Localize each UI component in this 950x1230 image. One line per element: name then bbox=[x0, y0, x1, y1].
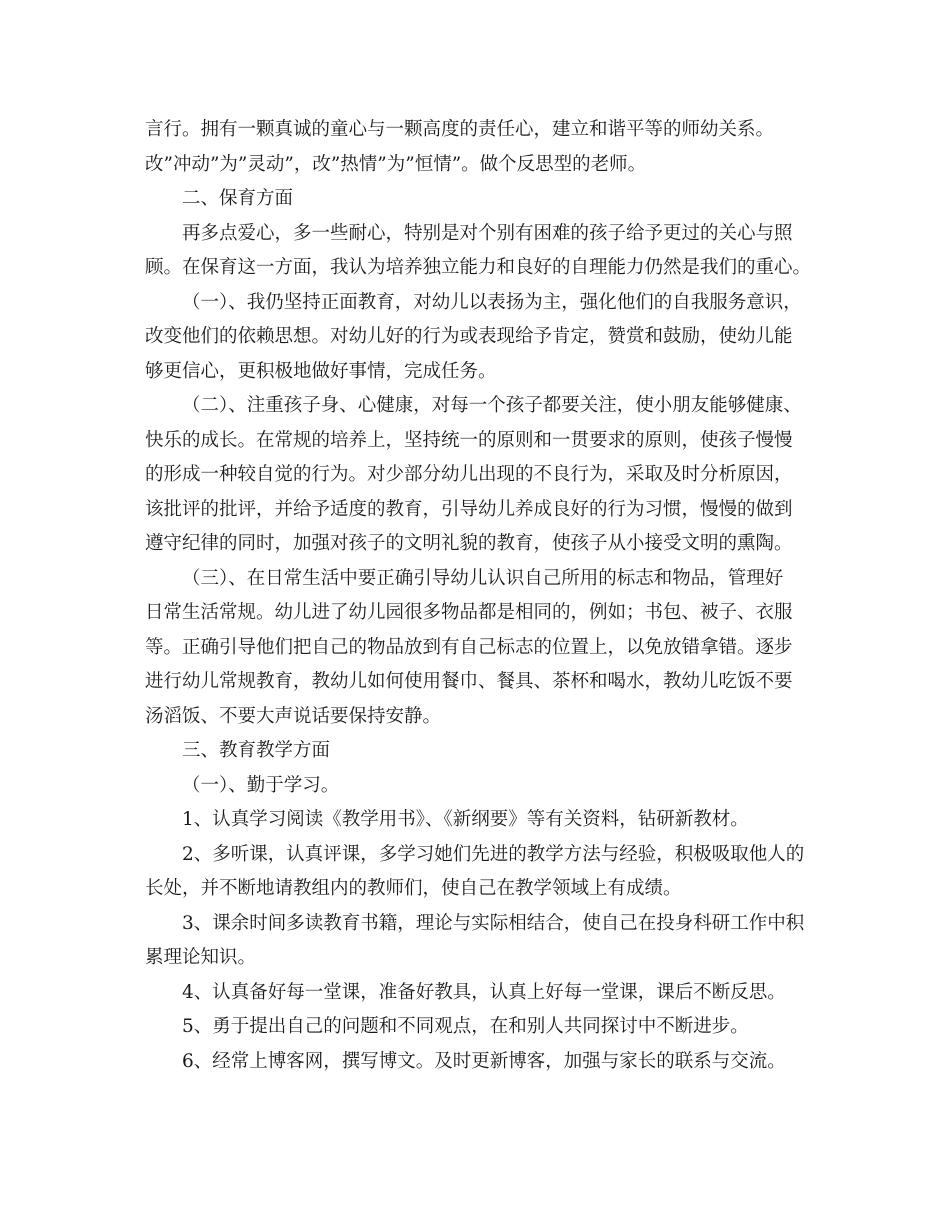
text-line: 遵守纪律的同时，加强对孩子的文明礼貌的教育，使孩子从小接受文明的熏陶。 bbox=[145, 533, 793, 554]
section-heading: 二、保育方面 bbox=[182, 188, 294, 209]
text-line: 汤滔饭、不要大声说话要保持安静。 bbox=[145, 705, 442, 727]
text-line: 再多点爱心，多一些耐心，特别是对个别有困难的孩子给予更过的关心与照 bbox=[182, 222, 793, 244]
text-line: 的形成一种较自觉的行为。对少部分幼儿出现的不良行为，采取及时分析原因， bbox=[145, 464, 793, 485]
text-line: 进行幼儿常规教育，教幼儿如何使用餐巾、餐具、茶杯和喝水，教幼儿吃饭不要 bbox=[145, 671, 793, 692]
text-line: （三）、在日常生活中要正确引导幼儿认识自己所用的标志和物品，管理好 bbox=[182, 567, 784, 589]
text-line: 够更信心，更积极地做好事情，完成任务。 bbox=[145, 360, 497, 382]
list-item: 5、勇于提出自己的问题和不同观点，在和别人共同探讨中不断进步。 bbox=[182, 1016, 749, 1037]
text-line: 该批评的批评，并给予适度的教育，引导幼儿养成良好的行为习惯，慢慢的做到 bbox=[145, 498, 793, 520]
list-item: 3、课余时间多读教育书籍，理论与实际相结合，使自己在投身科研工作中积 bbox=[182, 912, 805, 934]
text-line: 言行。拥有一颗真诚的童心与一颗高度的责任心，建立和谐平等的师幼关系。 bbox=[145, 119, 775, 140]
subsection-heading: （一）、勤于学习。 bbox=[182, 774, 340, 796]
list-item: 2、多听课，认真评课，多学习她们先进的教学方法与经验，积极吸取他人的 bbox=[182, 843, 805, 865]
text-line: 日常生活常规。幼儿进了幼儿园很多物品都是相同的，例如；书包、被子、衣服 bbox=[145, 602, 793, 623]
section-heading: 三、教育教学方面 bbox=[182, 740, 331, 761]
text-line: 改变他们的依赖思想。对幼儿好的行为或表现给予肯定，赞赏和鼓励，使幼儿能 bbox=[145, 326, 793, 347]
text-line: 快乐的成长。在常规的培养上，坚持统一的原则和一贯要求的原则，使孩子慢慢 bbox=[145, 429, 793, 451]
list-item: 6、经常上博客网，撰写博文。及时更新博客，加强与家长的联系与交流。 bbox=[182, 1050, 786, 1072]
text-line: （一）、我仍坚持正面教育，对幼儿以表扬为主，强化他们的自我服务意识， bbox=[182, 291, 802, 313]
text-line: 顾。在保育这一方面，我认为培养独立能力和良好的自理能力仍然是我们的重心。 bbox=[145, 257, 812, 278]
list-item: 4、认真备好每一堂课，准备好教具，认真上好每一堂课，课后不断反思。 bbox=[182, 981, 786, 1003]
text-line: 等。正确引导他们把自己的物品放到有自己标志的位置上，以免放错拿错。逐步 bbox=[145, 636, 793, 658]
text-line: （二）、注重孩子身、心健康，对每一个孩子都要关注，使小朋友能够健康、 bbox=[182, 395, 802, 416]
text-line: 改”冲动”为”灵动”，改”热情”为”恒情”。做个反思型的老师。 bbox=[145, 153, 647, 175]
document-body bbox=[145, 113, 815, 1079]
text-line: 累理论知识。 bbox=[145, 947, 257, 968]
list-item: 1、认真学习阅读《教学用书》、《新纲要》等有关资料，钻研新教材。 bbox=[182, 809, 749, 830]
text-line: 长处，并不断地请教组内的教师们，使自己在教学领域上有成绩。 bbox=[145, 878, 682, 899]
